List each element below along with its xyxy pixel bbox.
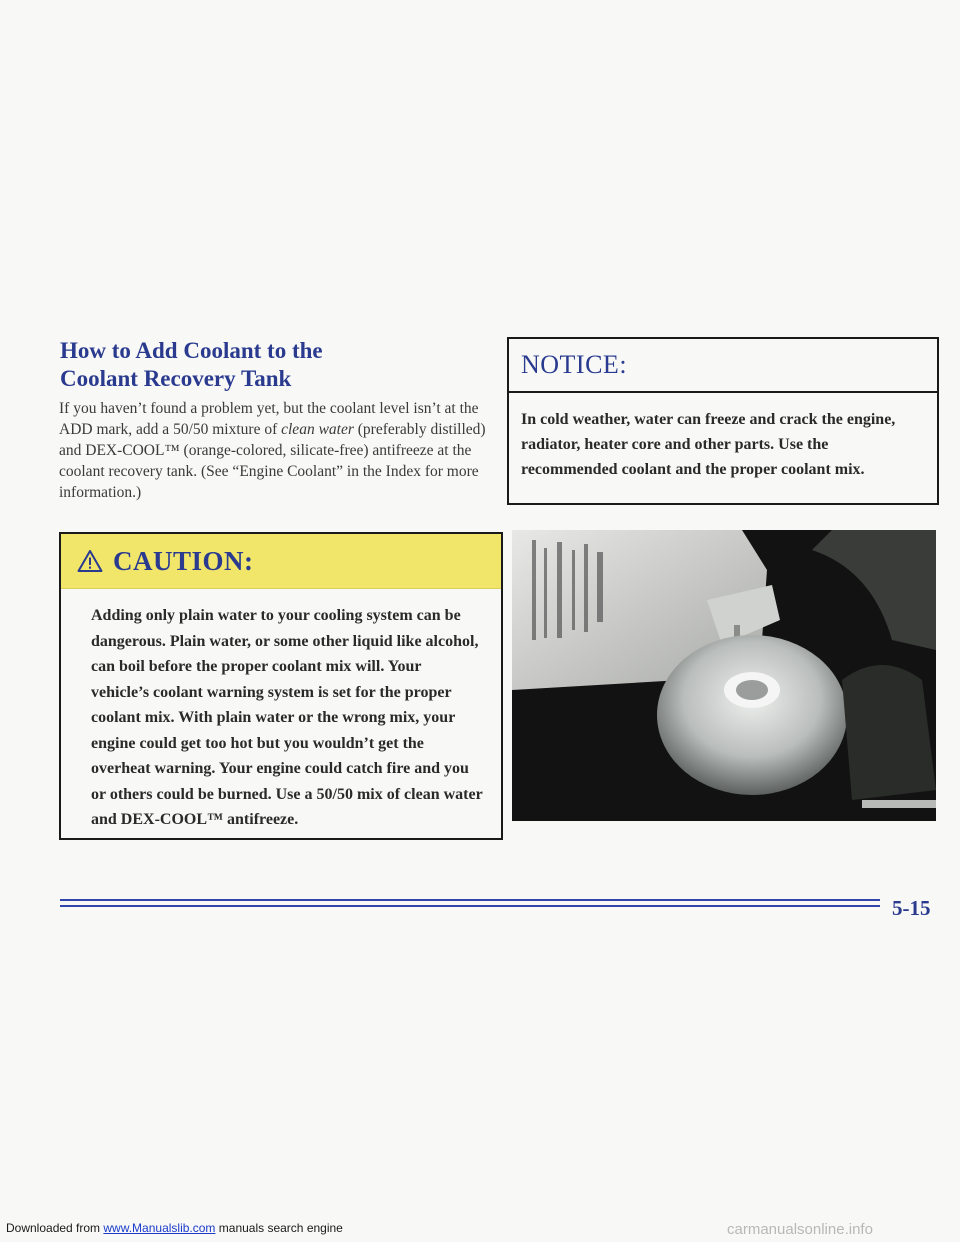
- intro-text-part2: (preferably distilled) and DEX-COOL™ (orange-colored, silicate-free) antifreeze at the coolant recovery tank. (See “Engine Coolant” in the Index for more information.): [59, 421, 486, 501]
- footer-rule-bottom: [60, 905, 880, 907]
- caution-text: Adding only plain water to your cooling system can be dangerous. Plain water, or some other liquid like alcohol, can boil before the proper coolant mix will. Your vehicle’s coolant warning system is set for the proper coolant mix. With plain water or the wrong mix, your engine could get too hot but you wouldn’t get the overheat warning. Your engine could catch fire and you or others could be burned. Use a 50/50 mix of clean water and DEX-COOL™ antifreeze.: [91, 607, 483, 828]
- caution-header: [61, 534, 501, 589]
- download-footer: [6, 1221, 343, 1235]
- coolant-pouring-photo: [512, 530, 936, 821]
- caution-label: CAUTION:: [113, 545, 254, 576]
- footer-suffix: manuals search engine: [215, 1221, 343, 1235]
- caution-box: [59, 532, 503, 840]
- warning-triangle-icon: [77, 549, 103, 573]
- photo-illustration: [512, 530, 936, 821]
- page-title: [60, 337, 480, 393]
- watermark: carmanualsonline.info: [727, 1221, 873, 1238]
- page-title-line2: Coolant Recovery Tank: [60, 366, 292, 391]
- footer-prefix: Downloaded from: [6, 1221, 104, 1235]
- page-number: 5-15: [892, 896, 931, 920]
- notice-box: [507, 337, 939, 505]
- manualslib-link[interactable]: www.Manualslib.com: [103, 1221, 216, 1235]
- intro-text-part1: If you haven’t found a problem yet, but the coolant level isn’t at the ADD mark, add a 50/50 mixture of: [59, 400, 479, 438]
- page-title-line1: How to Add Coolant to the: [60, 338, 323, 363]
- intro-text-italic: clean water: [281, 421, 354, 438]
- notice-label: NOTICE:: [509, 339, 937, 393]
- intro-paragraph: [59, 398, 499, 503]
- footer-rule-top: [60, 899, 880, 901]
- notice-text: In cold weather, water can freeze and crack the engine, radiator, heater core and other parts. Use the recommended coolant and the proper coolant mix.: [521, 411, 896, 478]
